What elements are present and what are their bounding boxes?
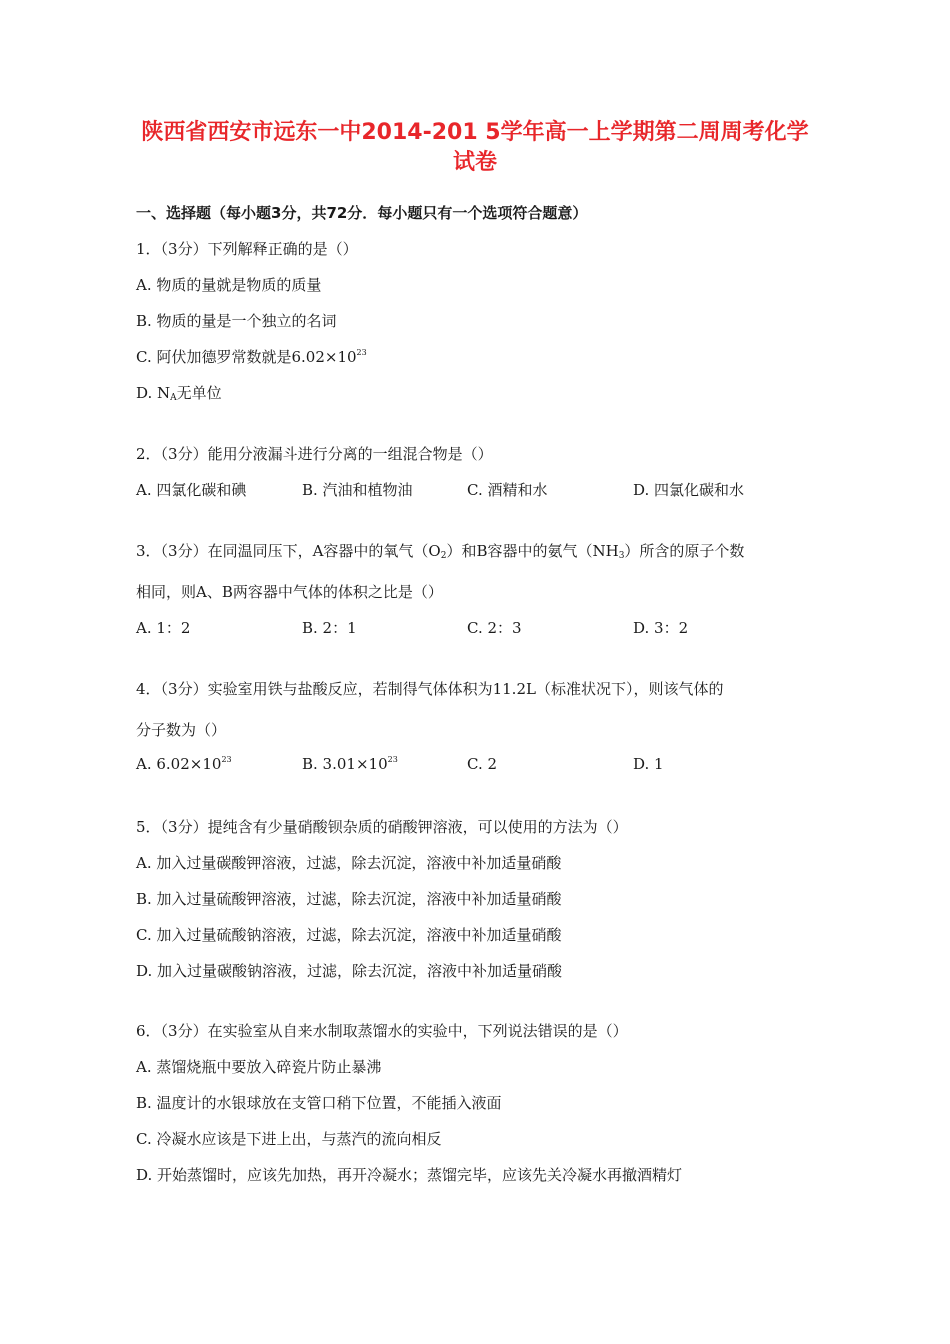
- q5-option-b: B. 加入过量硫酸钾溶液，过滤，除去沉淀，溶液中补加适量硝酸: [136, 890, 562, 908]
- q2-option-a: A. 四氯化碳和碘: [136, 481, 247, 499]
- q4-option-a-exponent: 23: [221, 755, 232, 764]
- q1-option-d-subscript: A: [170, 393, 177, 403]
- q3-option-a: A. 1：2: [136, 619, 191, 637]
- q3-stem-part-2: ）和B容器中的氨气（NH: [446, 542, 619, 560]
- q1-option-c: [136, 346, 367, 367]
- q5-option-c: C. 加入过量硫酸钠溶液，过滤，除去沉淀，溶液中补加适量硝酸: [136, 926, 562, 944]
- title-line-1: 陕西省西安市远东一中2014-201 5学年高一上学期第二周周考化学: [141, 120, 809, 145]
- q1-option-a: A. 物质的量就是物质的质量: [136, 276, 322, 294]
- q4-stem-line-1: 4．（3分）实验室用铁与盐酸反应，若制得气体体积为11.2L（标准状况下），则该气体的: [136, 680, 724, 698]
- q2-stem: 2．（3分）能用分液漏斗进行分离的一组混合物是（）: [136, 445, 493, 463]
- q4-stem-line-2: 分子数为（）: [136, 721, 227, 739]
- q4-option-a-text: A. 6.02×10: [136, 755, 222, 773]
- q3-option-b: B. 2：1: [302, 619, 357, 637]
- q3-option-d: D. 3：2: [633, 619, 689, 637]
- q2-option-c: C. 酒精和水: [467, 481, 548, 499]
- q4-option-b: [302, 755, 398, 773]
- q3-stem-line-2: 相同，则A、B两容器中气体的体积之比是（）: [136, 583, 443, 601]
- q3-stem-part-3: ）所含的原子个数: [624, 542, 745, 560]
- q6-option-a: A. 蒸馏烧瓶中要放入碎瓷片防止暴沸: [136, 1058, 382, 1076]
- section-heading: 一、选择题（每小题3分，共72分．每小题只有一个选项符合题意）: [136, 204, 588, 222]
- q3-stem-line-1: [136, 540, 744, 561]
- q3-option-c: C. 2：3: [467, 619, 522, 637]
- q6-option-b: B. 温度计的水银球放在支管口稍下位置，不能插入液面: [136, 1094, 502, 1112]
- q1-option-d: [136, 382, 222, 403]
- q3-stem-subscript-1: 2: [440, 551, 447, 561]
- q5-stem: 5．（3分）提纯含有少量硝酸钡杂质的硝酸钾溶液，可以使用的方法为（）: [136, 818, 628, 836]
- q1-option-c-exponent: 23: [356, 348, 367, 357]
- q2-option-b: B. 汽油和植物油: [302, 481, 413, 499]
- q4-option-c: C. 2: [467, 755, 498, 773]
- q5-option-d: D. 加入过量碳酸钠溶液，过滤，除去沉淀，溶液中补加适量硝酸: [136, 962, 563, 980]
- q4-option-b-text: B. 3.01×10: [302, 755, 388, 773]
- q5-option-a: A. 加入过量碳酸钾溶液，过滤，除去沉淀，溶液中补加适量硝酸: [136, 854, 562, 872]
- q2-option-d: D. 四氯化碳和水: [633, 481, 745, 499]
- q6-option-d: D. 开始蒸馏时，应该先加热，再开冷凝水；蒸馏完毕，应该先关冷凝水再撤酒精灯: [136, 1166, 683, 1184]
- q3-stem-part-1: 3．（3分）在同温同压下，A容器中的氧气（O: [136, 542, 441, 560]
- q4-option-b-exponent: 23: [387, 755, 398, 764]
- q1-option-d-text: D. N: [136, 384, 171, 402]
- q1-stem: 1．（3分）下列解释正确的是（）: [136, 240, 358, 258]
- q1-option-d-suffix: 无单位: [176, 384, 222, 402]
- q6-option-c: C. 冷凝水应该是下进上出，与蒸汽的流向相反: [136, 1130, 442, 1148]
- title-line-2: 试卷: [452, 150, 497, 175]
- q1-option-c-text: C. 阿伏加德罗常数就是6.02×10: [136, 348, 357, 366]
- q6-stem: 6．（3分）在实验室从自来水制取蒸馏水的实验中，下列说法错误的是（）: [136, 1022, 628, 1040]
- q4-option-d: D. 1: [633, 755, 664, 773]
- q3-stem-subscript-2: 3: [618, 551, 625, 561]
- page-title: [120, 118, 830, 178]
- q1-option-b: B. 物质的量是一个独立的名词: [136, 312, 337, 330]
- q4-option-a: [136, 755, 232, 773]
